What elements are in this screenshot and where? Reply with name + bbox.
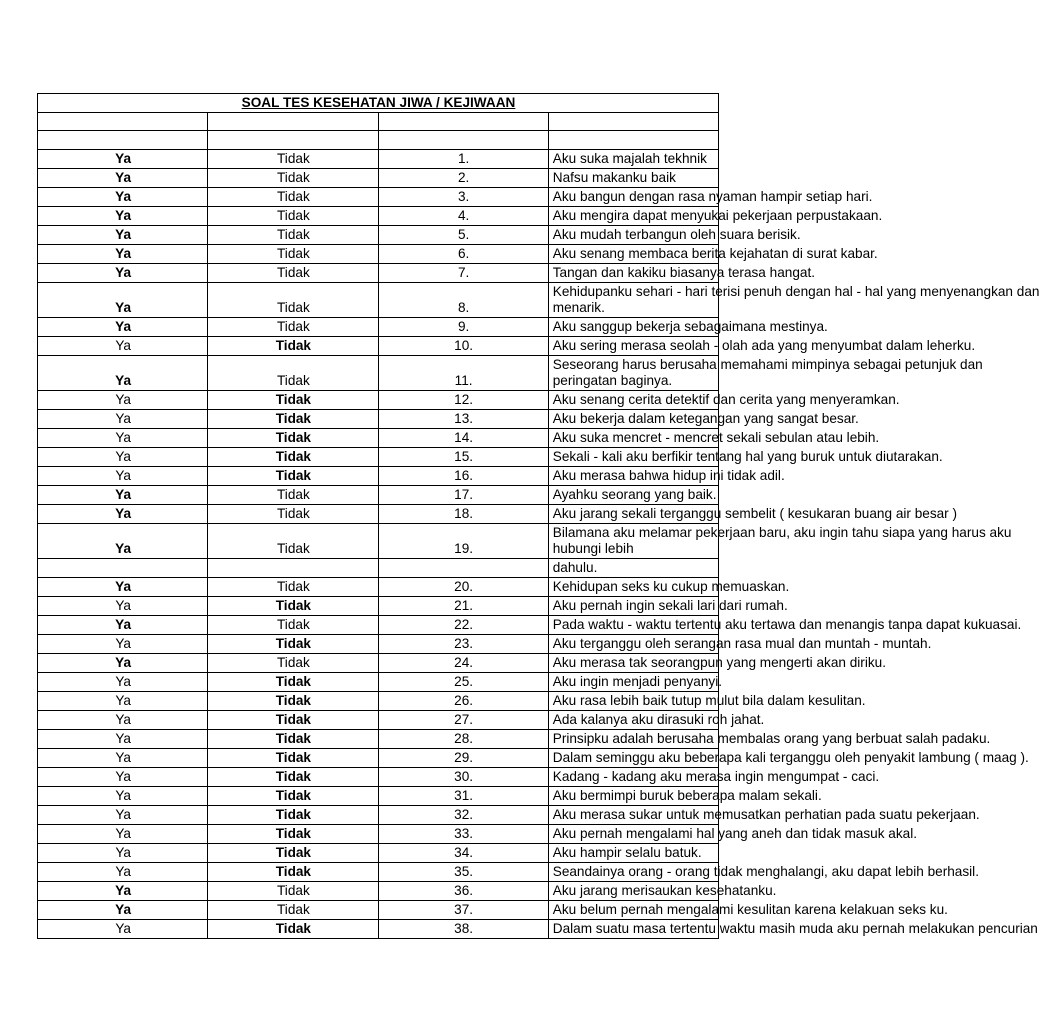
blank-row <box>38 113 719 131</box>
question-text <box>548 577 790 596</box>
question-text <box>548 336 976 355</box>
question-text <box>548 805 980 824</box>
question-row <box>38 390 719 409</box>
question-number: 13. <box>378 409 548 428</box>
question-text-line: Aku senang cerita detektif dan cerita yang menyeramkan. <box>552 391 900 407</box>
question-row <box>38 168 719 187</box>
question-number: 34. <box>378 843 548 862</box>
answer-tidak[interactable]: Tidak <box>208 282 378 317</box>
question-number <box>378 558 548 577</box>
question-text <box>548 485 718 504</box>
question-text-line: Prinsipku adalah berusaha membalas orang yang berbuat salah padaku. <box>552 730 991 746</box>
question-number: 24. <box>378 653 548 672</box>
question-number: 37. <box>378 900 548 919</box>
question-text-line: Aku merasa sukar untuk memusatkan perhatian pada suatu pekerjaan. <box>552 806 980 822</box>
question-text-line: peringatan baginya. <box>552 372 673 388</box>
question-number: 36. <box>378 881 548 900</box>
question-text-line: Nafsu makanku baik <box>552 169 676 185</box>
question-row <box>38 409 719 428</box>
question-row <box>38 466 719 485</box>
answer-ya[interactable]: Ya <box>38 263 208 282</box>
answer-tidak[interactable]: Tidak <box>208 485 378 504</box>
question-number: 35. <box>378 862 548 881</box>
question-text-line: Aku merasa bahwa hidup ini tidak adil. <box>552 467 785 483</box>
question-row <box>38 824 719 843</box>
answer-tidak[interactable]: Tidak <box>208 263 378 282</box>
question-text-line: Aku jarang merisaukan kesehatanku. <box>552 882 777 898</box>
question-text <box>548 843 718 862</box>
answer-ya[interactable]: Ya <box>38 634 208 653</box>
question-text <box>548 862 979 881</box>
question-number: 23. <box>378 634 548 653</box>
answer-ya[interactable]: Ya <box>38 466 208 485</box>
question-text-line: Ayahku seorang yang baik. <box>552 486 717 502</box>
answer-ya[interactable]: Ya <box>38 523 208 558</box>
questionnaire-sheet <box>37 93 1039 939</box>
answer-tidak[interactable]: Tidak <box>208 390 378 409</box>
question-number: 1. <box>378 149 548 168</box>
question-row <box>38 615 719 634</box>
question-text <box>548 355 983 390</box>
answer-tidak[interactable]: Tidak <box>208 596 378 615</box>
answer-ya[interactable]: Ya <box>38 428 208 447</box>
question-text <box>548 748 1029 767</box>
question-text <box>548 523 1012 558</box>
question-row <box>38 336 719 355</box>
question-row <box>38 244 719 263</box>
blank-cell <box>548 131 718 149</box>
answer-tidak[interactable]: Tidak <box>208 149 378 168</box>
question-number: 21. <box>378 596 548 615</box>
answer-ya[interactable]: Ya <box>38 919 208 938</box>
question-number: 4. <box>378 206 548 225</box>
answer-ya[interactable]: Ya <box>38 355 208 390</box>
question-number: 22. <box>378 615 548 634</box>
blank-cell <box>378 113 548 131</box>
question-text-line: hubungi lebih <box>552 540 634 556</box>
question-text <box>548 168 718 187</box>
question-number: 2. <box>378 168 548 187</box>
question-text <box>548 558 718 577</box>
question-number: 10. <box>378 336 548 355</box>
answer-ya[interactable]: Ya <box>38 881 208 900</box>
answer-ya[interactable]: Ya <box>38 409 208 428</box>
answer-ya[interactable]: Ya <box>38 244 208 263</box>
answer-tidak[interactable]: Tidak <box>208 786 378 805</box>
question-text-line: Dalam seminggu aku beberapa kali terganggu oleh penyakit lambung ( maag ). <box>552 749 1029 765</box>
answer-tidak[interactable]: Tidak <box>208 919 378 938</box>
question-row <box>38 206 719 225</box>
answer-tidak[interactable]: Tidak <box>208 843 378 862</box>
question-text-line: Kehidupanku sehari - hari terisi penuh dengan hal - hal yang menyenangkan dan <box>552 283 1039 299</box>
question-number: 31. <box>378 786 548 805</box>
question-text-line: Sekali - kali aku berfikir tentang hal yang buruk untuk diutarakan. <box>552 448 943 464</box>
answer-tidak[interactable]: Tidak <box>208 672 378 691</box>
question-text-line: Aku sering merasa seolah - olah ada yang menyumbat dalam leherku. <box>552 337 976 353</box>
answer-ya[interactable]: Ya <box>38 691 208 710</box>
question-row <box>38 653 719 672</box>
answer-tidak[interactable]: Tidak <box>208 862 378 881</box>
answer-ya[interactable]: Ya <box>38 900 208 919</box>
blank-cell <box>378 131 548 149</box>
answer-tidak[interactable]: Tidak <box>208 881 378 900</box>
question-row <box>38 149 719 168</box>
answer-tidak[interactable]: Tidak <box>208 466 378 485</box>
question-text <box>548 786 822 805</box>
question-number: 9. <box>378 317 548 336</box>
question-text-line: Kehidupan seks ku cukup memuaskan. <box>552 578 790 594</box>
question-text-line: Aku senang membaca berita kejahatan di surat kabar. <box>552 245 878 261</box>
question-text <box>548 881 777 900</box>
answer-tidak[interactable]: Tidak <box>208 187 378 206</box>
question-number: 14. <box>378 428 548 447</box>
question-text <box>548 225 801 244</box>
answer-tidak[interactable]: Tidak <box>208 447 378 466</box>
question-text <box>548 729 991 748</box>
question-text <box>548 187 873 206</box>
question-number: 6. <box>378 244 548 263</box>
question-row <box>38 748 719 767</box>
question-text <box>548 900 948 919</box>
question-text <box>548 149 718 168</box>
answer-ya[interactable]: Ya <box>38 485 208 504</box>
question-number: 18. <box>378 504 548 523</box>
question-row <box>38 523 719 558</box>
question-text-line: Seseorang harus berusaha memahami mimpinya sebagai petunjuk dan <box>552 356 983 372</box>
question-text-line: Dalam suatu masa tertentu waktu masih muda aku pernah melakukan pencurian <box>552 920 1038 936</box>
answer-ya[interactable]: Ya <box>38 168 208 187</box>
question-text-line: Aku terganggu oleh serangan rasa mual dan muntah - muntah. <box>552 635 932 651</box>
question-text <box>548 710 765 729</box>
answer-tidak[interactable]: Tidak <box>208 805 378 824</box>
question-row <box>38 447 719 466</box>
question-number: 30. <box>378 767 548 786</box>
question-text <box>548 317 828 336</box>
question-row <box>38 767 719 786</box>
question-row <box>38 881 719 900</box>
question-text-line: Aku belum pernah mengalami kesulitan karena kelakuan seks ku. <box>552 901 948 917</box>
question-text-line: Aku pernah mengalami hal yang aneh dan tidak masuk akal. <box>552 825 917 841</box>
question-number: 11. <box>378 355 548 390</box>
question-text <box>548 282 1039 317</box>
answer-ya[interactable] <box>38 558 208 577</box>
question-text-line: Aku bekerja dalam ketegangan yang sangat besar. <box>552 410 859 426</box>
question-number: 5. <box>378 225 548 244</box>
answer-ya[interactable]: Ya <box>38 786 208 805</box>
answer-tidak[interactable]: Tidak <box>208 900 378 919</box>
answer-ya[interactable]: Ya <box>38 824 208 843</box>
question-row <box>38 710 719 729</box>
question-text-line: Kadang - kadang aku merasa ingin mengumpat - caci. <box>552 768 880 784</box>
question-text-line: Seandainya orang - orang tidak menghalangi, aku dapat lebih berhasil. <box>552 863 979 879</box>
answer-tidak[interactable]: Tidak <box>208 824 378 843</box>
question-text-line: Aku hampir selalu batuk. <box>552 844 702 860</box>
question-text-line: Aku rasa lebih baik tutup mulut bila dalam kesulitan. <box>552 692 866 708</box>
blank-cell <box>38 131 208 149</box>
answer-ya[interactable]: Ya <box>38 149 208 168</box>
question-text-line: Aku bermimpi buruk beberapa malam sekali. <box>552 787 822 803</box>
answer-ya[interactable]: Ya <box>38 653 208 672</box>
answer-ya[interactable]: Ya <box>38 596 208 615</box>
question-number: 27. <box>378 710 548 729</box>
question-number: 3. <box>378 187 548 206</box>
answer-tidak[interactable]: Tidak <box>208 653 378 672</box>
question-number: 16. <box>378 466 548 485</box>
title-row <box>38 94 719 113</box>
question-row <box>38 900 719 919</box>
question-row <box>38 843 719 862</box>
question-text-line: Ada kalanya aku dirasuki roh jahat. <box>552 711 765 727</box>
question-text <box>548 447 943 466</box>
question-number: 26. <box>378 691 548 710</box>
page-title: SOAL TES KESEHATAN JIWA / KEJIWAAN <box>38 94 719 113</box>
question-number: 15. <box>378 447 548 466</box>
question-number: 17. <box>378 485 548 504</box>
answer-ya[interactable]: Ya <box>38 748 208 767</box>
question-text-line: menarik. <box>552 299 605 315</box>
answer-ya[interactable]: Ya <box>38 225 208 244</box>
question-text <box>548 206 883 225</box>
answer-tidak[interactable]: Tidak <box>208 336 378 355</box>
answer-tidak[interactable]: Tidak <box>208 710 378 729</box>
question-text-line: Aku pernah ingin sekali lari dari rumah. <box>552 597 788 613</box>
blank-cell <box>208 131 378 149</box>
question-text-line: Bilamana aku melamar pekerjaan baru, aku ingin tahu siapa yang harus aku <box>552 524 1012 540</box>
answer-tidak[interactable]: Tidak <box>208 748 378 767</box>
answer-ya[interactable]: Ya <box>38 336 208 355</box>
answer-ya[interactable]: Ya <box>38 805 208 824</box>
answer-ya[interactable]: Ya <box>38 862 208 881</box>
question-text <box>548 409 859 428</box>
answer-ya[interactable]: Ya <box>38 504 208 523</box>
question-text <box>548 653 886 672</box>
question-row <box>38 263 719 282</box>
answer-tidak[interactable]: Tidak <box>208 409 378 428</box>
question-number: 20. <box>378 577 548 596</box>
question-row <box>38 691 719 710</box>
question-text-line: Aku ingin menjadi penyanyi. <box>552 673 723 689</box>
question-row <box>38 317 719 336</box>
blank-row <box>38 131 719 149</box>
question-row <box>38 355 719 390</box>
answer-ya[interactable]: Ya <box>38 390 208 409</box>
blank-cell <box>208 113 378 131</box>
answer-tidak[interactable]: Tidak <box>208 244 378 263</box>
question-row <box>38 577 719 596</box>
answer-tidak[interactable]: Tidak <box>208 729 378 748</box>
question-number: 25. <box>378 672 548 691</box>
question-row <box>38 634 719 653</box>
question-text <box>548 263 815 282</box>
question-text-line: Aku bangun dengan rasa nyaman hampir setiap hari. <box>552 188 873 204</box>
question-row <box>38 504 719 523</box>
question-number: 29. <box>378 748 548 767</box>
question-text-line: Aku merasa tak seorangpun yang mengerti akan diriku. <box>552 654 886 670</box>
answer-tidak[interactable]: Tidak <box>208 504 378 523</box>
answer-ya[interactable]: Ya <box>38 447 208 466</box>
answer-tidak[interactable]: Tidak <box>208 615 378 634</box>
question-row <box>38 187 719 206</box>
question-text-line: Aku suka majalah tekhnik <box>552 150 707 166</box>
answer-ya[interactable]: Ya <box>38 729 208 748</box>
question-number: 28. <box>378 729 548 748</box>
answer-ya[interactable]: Ya <box>38 843 208 862</box>
answer-ya[interactable]: Ya <box>38 282 208 317</box>
answer-ya[interactable]: Ya <box>38 767 208 786</box>
question-number: 19. <box>378 523 548 558</box>
question-row <box>38 428 719 447</box>
answer-tidak[interactable]: Tidak <box>208 634 378 653</box>
answer-tidak[interactable]: Tidak <box>208 168 378 187</box>
question-row <box>38 485 719 504</box>
question-text <box>548 466 785 485</box>
question-number: 32. <box>378 805 548 824</box>
question-text-line: Aku jarang sekali terganggu sembelit ( kesukaran buang air besar ) <box>552 505 958 521</box>
question-row <box>38 672 719 691</box>
question-text-line: Aku mudah terbangun oleh suara berisik. <box>552 226 801 242</box>
question-text-line: dahulu. <box>552 559 598 575</box>
question-row <box>38 729 719 748</box>
blank-cell <box>548 113 718 131</box>
answer-ya[interactable]: Ya <box>38 672 208 691</box>
question-text <box>548 691 866 710</box>
question-number: 33. <box>378 824 548 843</box>
answer-tidak[interactable]: Tidak <box>208 767 378 786</box>
question-row <box>38 786 719 805</box>
answer-tidak[interactable]: Tidak <box>208 691 378 710</box>
question-text <box>548 428 880 447</box>
questionnaire-table <box>37 93 1039 939</box>
question-number: 8. <box>378 282 548 317</box>
question-text <box>548 824 917 843</box>
answer-tidak[interactable]: Tidak <box>208 355 378 390</box>
question-text <box>548 634 932 653</box>
answer-ya[interactable]: Ya <box>38 317 208 336</box>
answer-tidak[interactable]: Tidak <box>208 317 378 336</box>
question-row <box>38 225 719 244</box>
question-text-line: Pada waktu - waktu tertentu aku tertawa dan menangis tanpa dapat kukuasai. <box>552 616 1022 632</box>
question-number: 38. <box>378 919 548 938</box>
answer-ya[interactable]: Ya <box>38 710 208 729</box>
answer-tidak[interactable]: Tidak <box>208 225 378 244</box>
question-text <box>548 615 1022 634</box>
answer-ya[interactable]: Ya <box>38 206 208 225</box>
question-text-line: Aku suka mencret - mencret sekali sebulan atau lebih. <box>552 429 880 445</box>
answer-tidak[interactable]: Tidak <box>208 206 378 225</box>
question-text <box>548 390 900 409</box>
question-text <box>548 504 958 523</box>
answer-ya[interactable]: Ya <box>38 187 208 206</box>
question-text-line: Aku sanggup bekerja sebagaimana mestinya. <box>552 318 828 334</box>
question-text-line: Tangan dan kakiku biasanya terasa hangat. <box>552 264 815 280</box>
answer-tidak[interactable] <box>208 558 378 577</box>
question-row <box>38 805 719 824</box>
question-text-line: Aku mengira dapat menyukai pekerjaan perpustakaan. <box>552 207 883 223</box>
answer-tidak[interactable]: Tidak <box>208 428 378 447</box>
question-text <box>548 596 788 615</box>
question-row <box>38 862 719 881</box>
question-text <box>548 767 880 786</box>
question-row <box>38 919 719 938</box>
answer-tidak[interactable]: Tidak <box>208 577 378 596</box>
answer-ya[interactable]: Ya <box>38 615 208 634</box>
blank-cell <box>38 113 208 131</box>
answer-ya[interactable]: Ya <box>38 577 208 596</box>
question-row <box>38 596 719 615</box>
question-row <box>38 558 719 577</box>
question-text <box>548 919 1038 938</box>
question-text <box>548 244 878 263</box>
questionnaire-body <box>38 94 1039 939</box>
answer-tidak[interactable]: Tidak <box>208 523 378 558</box>
question-number: 12. <box>378 390 548 409</box>
question-number: 7. <box>378 263 548 282</box>
question-row <box>38 282 719 317</box>
question-text <box>548 672 723 691</box>
